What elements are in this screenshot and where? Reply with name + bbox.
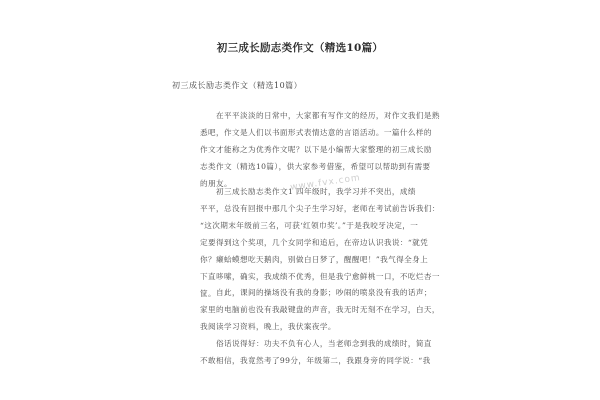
intro-paragraph (200, 107, 440, 192)
document-subtitle: 初三成长励志类作文（精选10篇） (172, 81, 303, 90)
paragraph-line: 不敢相信，我竟然考了99分，年级第二，我跟身旁的同学说：“我 (200, 356, 431, 365)
paragraph-line: 家里的电脑前也没有我敲键盘的声音，我无时无刻不在学习，白天， (200, 305, 440, 314)
paragraph-line: 自此，课间的操场没有我的身影；吵闹的喷泉没有我的话声； (216, 288, 432, 297)
paragraph-line: 下直哆嗦，确实，我成绩不优秀，但是我宁愈鲜桃一口，不吃烂杏一 (200, 272, 440, 281)
paragraph-three (200, 284, 440, 335)
paragraph-line: 平平，总没有回报中那几个尖子生学习好，老师在考试前告诉我们： (200, 204, 440, 213)
paragraph-line: 你？癞蛤蟆想吃天鹅肉，别做白日梦了，醒醒吧！”我气得全身上 (200, 255, 429, 264)
paragraph-line: 我阅读学习资料，晚上，我伏案夜学。 (200, 322, 336, 331)
paragraph-line: 作文才能称之为优秀作文呢？以下是小编帮大家整理的初三成长励 (200, 145, 432, 154)
paragraph-line: 定要得到这个奖项，几个女同学和追后，在帝边认识我说：“就凭 (200, 238, 429, 247)
paragraph-four (200, 335, 432, 369)
paragraph-line: 在平平淡淡的日常中，大家都有写作文的经历，对作文我们是熟 (216, 111, 440, 120)
paragraph-line: 初三成长励志类作文1 四年级时，我学习并不突出，成绩 (216, 187, 416, 196)
paragraph-line: “这次期末年级前三名，可获‘红领巾奖’。”于是我咬牙决定，一 (200, 221, 419, 230)
document-title: 初三成长励志类作文（精选10篇） (216, 42, 384, 54)
watermark-text: www.fvx.com (289, 173, 362, 193)
paragraph-line: 俗话说得好：功夫不负有心人，当老师念到我的成绩时，简直 (216, 339, 432, 348)
paragraph-line: 悉吧，作文是人们以书面形式表情达意的言语活动。一篇什么样的 (200, 128, 432, 137)
paragraph-line: 筐。 (200, 289, 216, 298)
paragraph-line: 志类作文（精选10篇），供大家参考借鉴，希望可以帮助到有需要 (200, 162, 431, 171)
paragraph-line: 的朋友。 (200, 179, 232, 188)
